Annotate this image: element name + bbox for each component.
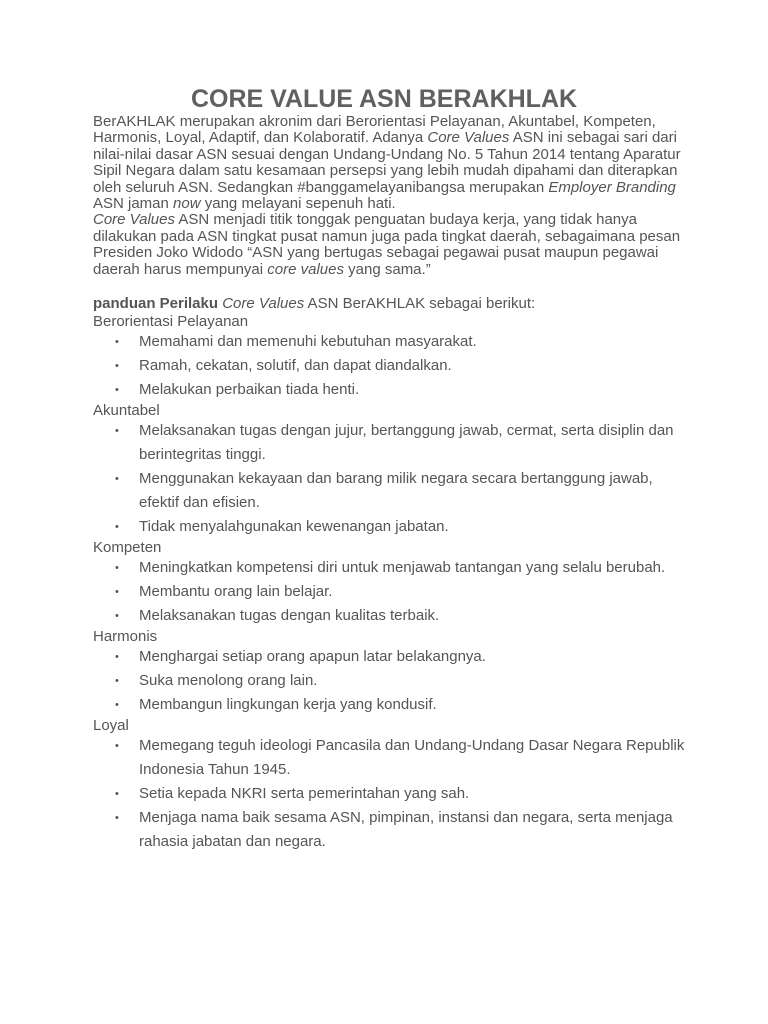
list-item: [93, 330, 693, 354]
bullet-icon: •: [115, 675, 119, 688]
bullet-icon: •: [115, 384, 119, 397]
bullet-icon: •: [115, 610, 119, 623]
intro-italic-term: core values: [267, 260, 344, 278]
list-item: [93, 419, 693, 467]
list-item-text: Memahami dan memenuhi kebutuhan masyarakat.: [139, 333, 477, 351]
bullet-icon: •: [115, 425, 119, 438]
bullet-icon: •: [115, 740, 119, 753]
list-item-text: Suka menolong orang lain.: [139, 672, 318, 690]
document-title: CORE VALUE ASN BERAKHLAK: [190, 85, 578, 113]
list-item: [93, 556, 693, 580]
list-item-text: Tidak menyalahgunakan kewenangan jabatan.: [139, 518, 449, 536]
bullet-list: [93, 645, 693, 717]
guide-lead-bold: panduan Perilaku: [93, 295, 219, 313]
list-item-text: Ramah, cekatan, solutif, dan dapat diandalkan.: [139, 357, 452, 375]
list-item-text: Membantu orang lain belajar.: [139, 583, 333, 601]
guide-lead: [93, 295, 693, 313]
list-item-text: Setia kepada NKRI serta pemerintahan yang sah.: [139, 785, 470, 803]
bullet-icon: •: [115, 473, 119, 486]
bullet-icon: •: [115, 651, 119, 664]
value-sections: [93, 313, 693, 854]
intro-italic-term: Employer Branding: [548, 178, 676, 196]
intro-text: BerAKHLAK merupakan akronim dari Berorientasi Pelayanan, Akuntabel, Kompeten, Harmonis, Loyal, Adaptif, dan Kolaboratif. Adanya: [93, 113, 656, 147]
list-item: [93, 515, 693, 539]
list-item-text: Menggunakan kekayaan dan barang milik negara secara bertanggung jawab, efektif dan efisien.: [139, 470, 653, 512]
intro-italic-term: now: [173, 195, 201, 213]
intro-italic-term: Core Values: [93, 211, 175, 229]
bullet-icon: •: [115, 788, 119, 801]
list-item: [93, 378, 693, 402]
intro-text: ASN ini sebagai sari dari nilai-nilai dasar ASN sesuai dengan Undang-Undang No. 5 Tahun 2014 tentang Aparatur Sipil Negara dalam satu kesamaan persepsi yang lebih mudah dipahami dan diterapkan oleh seluruh ASN. Sedangkan #banggamelayanibangsa merupakan: [93, 129, 681, 196]
bullet-list: [93, 734, 693, 854]
guide-lead-text: ASN BerAKHLAK sebagai berikut:: [304, 295, 536, 313]
intro-italic-term: Core Values: [427, 129, 510, 147]
list-item-text: Melaksanakan tugas dengan jujur, bertanggung jawab, cermat, serta disiplin dan berintegritas tinggi.: [139, 422, 674, 464]
section-heading: Berorientasi Pelayanan: [93, 313, 249, 331]
bullet-icon: •: [115, 562, 119, 575]
paragraph-spacer: [93, 278, 693, 295]
list-item-text: Menghargai setiap orang apapun latar belakangnya.: [139, 648, 486, 666]
section-heading: Loyal: [93, 717, 129, 735]
list-item-text: Melakukan perbaikan tiada henti.: [139, 381, 360, 399]
bullet-list: [93, 556, 693, 628]
guide-lead-italic: Core Values: [222, 295, 305, 313]
list-item-text: Melaksanakan tugas dengan kualitas terbaik.: [139, 607, 440, 625]
list-item: [93, 354, 693, 378]
bullet-list: [93, 330, 693, 402]
intro-text: ASN menjadi titik tonggak penguatan budaya kerja, yang tidak hanya dilakukan pada ASN tingkat pusat namun juga pada tingkat daerah, sebagaimana pesan Presiden Joko Widodo “ASN yang bertugas sebagai pegawai pusat maupun pegawai daerah harus mempunyai: [93, 211, 681, 278]
list-item-text: Menjaga nama baik sesama ASN, pimpinan, instansi dan negara, serta menjaga rahasia jabatan dan negara.: [139, 809, 673, 851]
list-item: [93, 669, 693, 693]
intro-paragraph-1: [93, 114, 693, 212]
list-item: [93, 806, 693, 854]
list-item: [93, 645, 693, 669]
list-item-text: Meningkatkan kompetensi diri untuk menjawab tantangan yang selalu berubah.: [139, 559, 666, 577]
intro-text: yang melayani sepenuh hati.: [200, 195, 396, 213]
bullet-icon: •: [115, 586, 119, 599]
list-item: [93, 580, 693, 604]
list-item: [93, 604, 693, 628]
bullet-icon: •: [115, 699, 119, 712]
list-item: [93, 782, 693, 806]
bullet-icon: •: [115, 812, 119, 825]
section-heading: Harmonis: [93, 628, 158, 646]
bullet-list: [93, 419, 693, 539]
intro-text: yang sama.”: [343, 260, 431, 278]
bullet-icon: •: [115, 521, 119, 534]
document-page: [93, 84, 693, 854]
section-heading: Kompeten: [93, 539, 162, 557]
list-item: [93, 734, 693, 782]
list-item: [93, 467, 693, 515]
intro-text: ASN jaman: [93, 195, 174, 213]
list-item-text: Memegang teguh ideologi Pancasila dan Undang-Undang Dasar Negara Republik Indonesia Tahun 1945.: [139, 737, 685, 779]
list-item-text: Membangun lingkungan kerja yang kondusif.: [139, 696, 437, 714]
section-heading: Akuntabel: [93, 402, 160, 420]
bullet-icon: •: [115, 336, 119, 349]
intro-paragraph-2: [93, 212, 693, 278]
list-item: [93, 693, 693, 717]
bullet-icon: •: [115, 360, 119, 373]
